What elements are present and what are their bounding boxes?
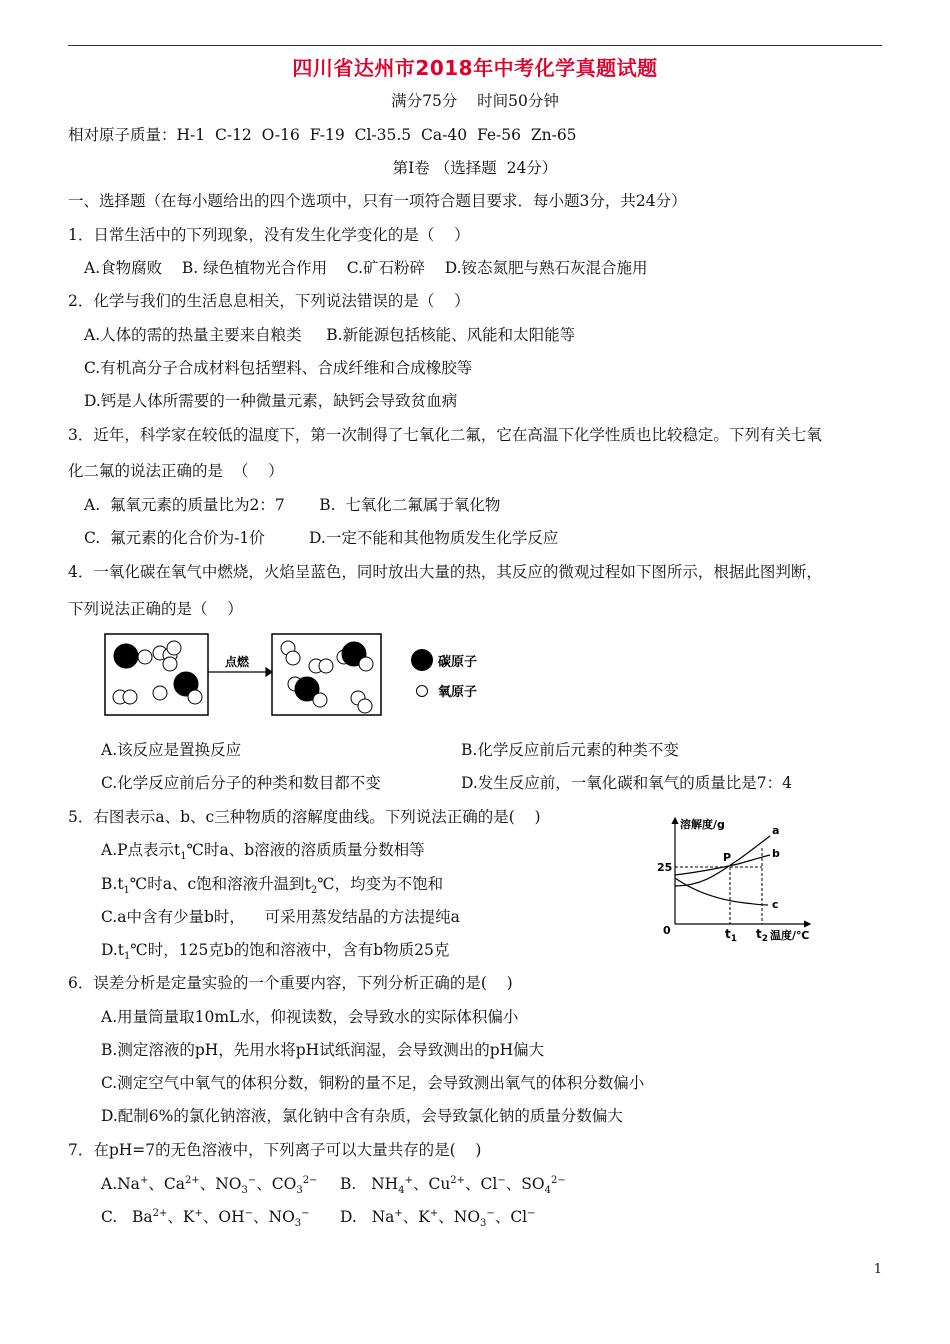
q2-options-ab: A.人体的需的热量主要来自粮类 B.新能源包括核能、风能和太阳能等 — [84, 326, 576, 344]
curve-c-label: c — [772, 898, 779, 911]
graph-point-p: P — [723, 851, 732, 864]
q4-stem-1: 4．一氧化碳在氧气中燃烧，火焰呈蓝色，同时放出大量的热，其反应的微观过程如下图所示，根据此图判断， — [68, 563, 822, 581]
reactant-molecules — [113, 641, 202, 704]
q7-option-d: D. Na+、K+、$NO_3^-$、Cl− — [340, 1207, 536, 1230]
reaction-diagram — [100, 626, 500, 722]
section-heading: 一、选择题（在每小题给出的四个选项中，只有一项符合题目要求．每小题3分，共24分） — [68, 192, 687, 210]
q3-options-cd: C. 氟元素的化合价为-1价 D.一定不能和其他物质发生化学反应 — [84, 529, 559, 547]
q1-stem: 1．日常生活中的下列现象，没有发生化学变化的是（ ） — [68, 226, 470, 244]
q3-stem-1: 3．近年，科学家在较低的温度下，第一次制得了七氧化二氟，它在高温下化学性质也比较稳定。下列有关七氧 — [68, 426, 822, 444]
q7-option-c: C. $Ba^{2+}$、K+、OH−、$NO_3^-$ — [101, 1207, 310, 1230]
arrow-label: 点燃 — [225, 655, 250, 669]
q2-option-c: C.有机高分子合成材料包括塑料、合成纤维和合成橡胶等 — [84, 359, 473, 377]
q6-option-a: A.用量筒量取10mL水，仰视读数，会导致水的实际体积偏小 — [101, 1008, 519, 1026]
q5-option-b: $B.t_1℃$时a、c饱和溶液升温到$t_2℃$，均变为不饱和 — [101, 875, 444, 897]
q7-stem: 7．在pH=7的无色溶液中，下列离子可以大量共存的是( ) — [68, 1141, 482, 1159]
q6-option-d: D.配制6%的氯化钠溶液，氯化钠中含有杂质，会导致氯化钠的质量分数偏大 — [101, 1107, 623, 1125]
part-heading: 第Ⅰ卷 （选择题 24分） — [392, 159, 558, 177]
q1-options: A.食物腐败 B. 绿色植物光合作用 C.矿石粉碎 D.铵态氮肥与熟石灰混合施用 — [84, 259, 648, 277]
page-number: 1 — [873, 1262, 882, 1277]
q3-options-ab: A. 氟氧元素的质量比为2：7 B. 七氧化二氟属于氧化物 — [84, 496, 501, 514]
graph-y-tick: 25 — [657, 861, 673, 874]
legend-oxygen: 氧原子 — [438, 685, 478, 700]
solubility-graph — [650, 812, 830, 947]
q5-option-c: C.a中含有少量b时， 可采用蒸发结晶的方法提纯a — [101, 908, 460, 926]
q3-stem-2: 化二氟的说法正确的是 （ ） — [68, 462, 284, 480]
atomic-mass: 相对原子质量：H-1 C-12 O-16 F-19 Cl-35.5 Ca-40 Fe-56 Zn-65 — [68, 126, 577, 144]
q4-option-c: C.化学反应前后分子的种类和数目都不变 — [101, 774, 381, 792]
curve-b-label: b — [772, 847, 780, 860]
curve-a-label: a — [772, 824, 780, 837]
legend-carbon: 碳原子 — [438, 655, 478, 670]
arrow — [208, 668, 272, 676]
q6-stem: 6．误差分析是定量实验的一个重要内容，下列分析正确的是( ) — [68, 974, 513, 992]
graph-t2: $t_2$ — [756, 927, 769, 944]
q4-option-b: B.化学反应前后元素的种类不变 — [461, 741, 679, 759]
q5-option-d: $D.t_1℃$时，125克b的饱和溶液中，含有b物质25克 — [101, 941, 450, 963]
q7-option-b: B. $NH_4^+$、$Cu^{2+}$、Cl−、$SO_4^{2-}$ — [340, 1174, 566, 1197]
page-title: 四川省达州市2018年中考化学真题试题 — [292, 56, 658, 80]
oxygen-atom-icon — [417, 686, 428, 697]
q7-option-a: A.Na+、$Ca^{2+}$、$NO_3^-$、$CO_3^{2-}$ — [101, 1174, 318, 1197]
q5-option-a: A.P点表示$t_1℃$时a、b溶液的溶质质量分数相等 — [101, 841, 425, 863]
q2-option-d: D.钙是人体所需要的一种微量元素，缺钙会导致贫血病 — [84, 392, 458, 410]
q4-option-d: D.发生反应前，一氧化碳和氧气的质量比是7：4 — [461, 774, 793, 792]
q5-stem: 5．右图表示a、b、c三种物质的溶解度曲线。下列说法正确的是( ) — [68, 808, 541, 826]
q6-option-b: B.测定溶液的pH，先用水将pH试纸润湿，会导致测出的pH偏大 — [101, 1041, 545, 1059]
product-molecules — [281, 641, 373, 713]
header-rule — [68, 45, 882, 46]
score-time: 满分75分 时间50分钟 — [391, 92, 559, 110]
q2-stem: 2．化学与我们的生活息息相关，下列说法错误的是（ ） — [68, 292, 470, 310]
carbon-atom-icon — [411, 649, 433, 671]
graph-xlabel: 温度/℃ — [770, 929, 810, 942]
curve-c — [675, 878, 768, 905]
q4-option-a: A.该反应是置换反应 — [101, 741, 242, 759]
graph-ylabel: 溶解度/g — [680, 818, 725, 831]
q4-stem-2: 下列说法正确的是（ ） — [68, 600, 243, 618]
graph-t1: $t_1$ — [725, 927, 738, 944]
graph-origin: 0 — [663, 924, 671, 937]
q6-option-c: C.测定空气中氧气的体积分数，铜粉的量不足，会导致测出氧气的体积分数偏小 — [101, 1074, 645, 1092]
